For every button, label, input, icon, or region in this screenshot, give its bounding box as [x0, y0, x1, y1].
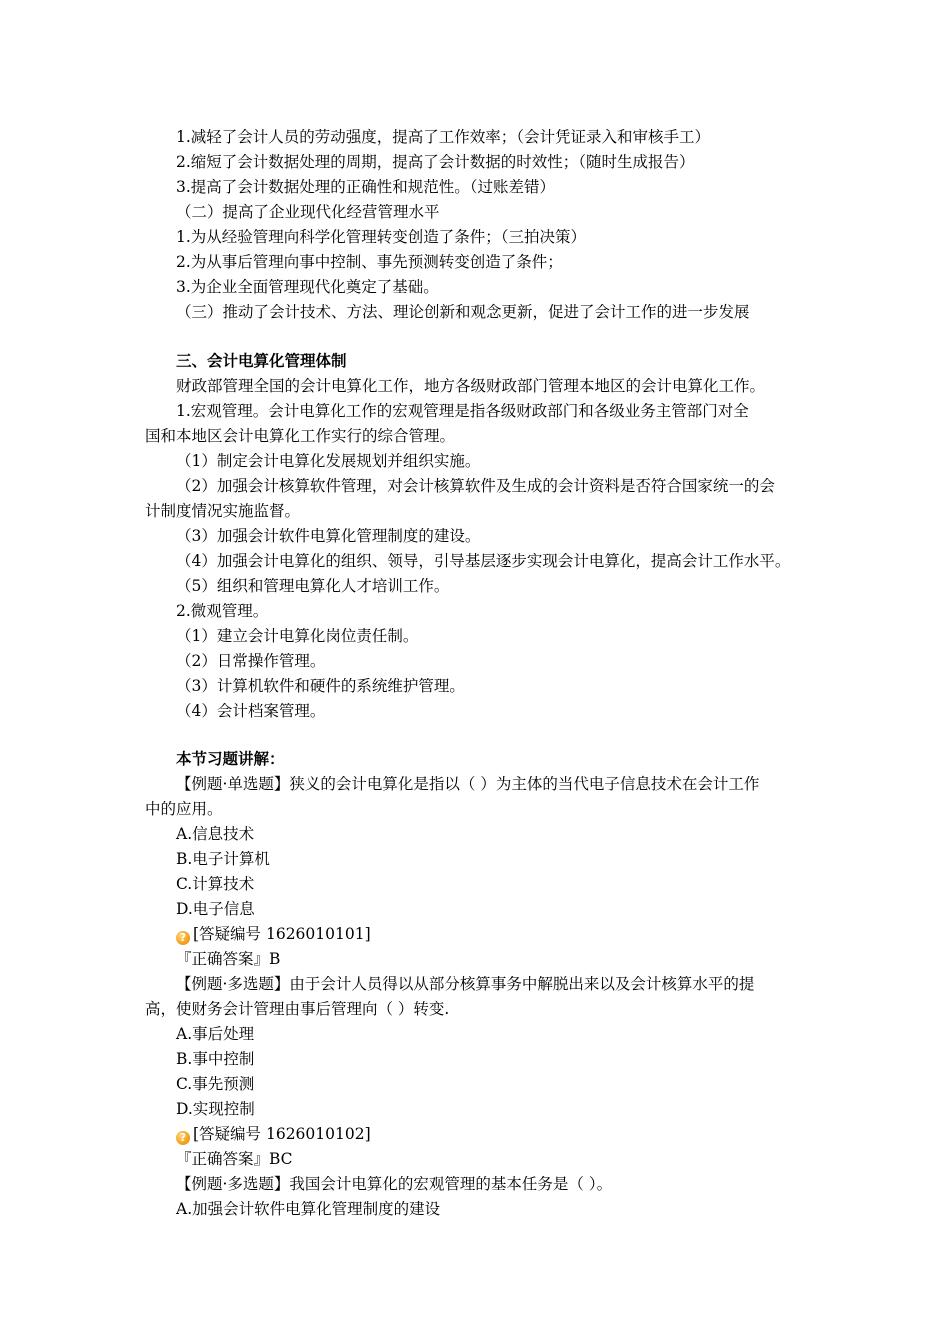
macro-management-line-1: 1.宏观管理。会计电算化工作的宏观管理是指各级财政部门和各级业务主管部门对全	[176, 402, 749, 420]
question-2-option-c: C.事先预测	[176, 1075, 255, 1093]
macro-item-3: （3）加强会计软件电算化管理制度的建设。	[176, 527, 481, 545]
macro-item-4: （4）加强会计电算化的组织、领导，引导基层逐步实现会计电算化，提高会计工作水平。	[176, 552, 791, 570]
macro-item-1: （1）制定会计电算化发展规划并组织实施。	[176, 452, 481, 470]
question-1-option-a: A.信息技术	[176, 825, 255, 843]
question-2-option-d: D.实现控制	[176, 1100, 255, 1118]
question-1-qa-number: [答疑编号 1626010101]	[193, 925, 371, 943]
micro-item-4: （4）会计档案管理。	[176, 702, 326, 720]
question-2-qa-number: [答疑编号 1626010102]	[193, 1125, 371, 1143]
question-3-option-a: A.加强会计软件电算化管理制度的建设	[176, 1200, 441, 1218]
question-2-stem-line-1: 【例题·多选题】由于会计人员得以从部分核算事务中解脱出来以及会计核算水平的提	[176, 975, 755, 993]
macro-item-2-line-1: （2）加强会计核算软件管理，对会计核算软件及生成的会计资料是否符合国家统一的会	[176, 477, 775, 495]
question-2-stem-line-2: 高，使财务会计管理由事后管理向（ ）转变.	[145, 1000, 450, 1018]
exercises-title: 本节习题讲解：	[176, 750, 285, 768]
question-1-qa-link[interactable]	[176, 924, 371, 944]
question-2-option-b: B.事中控制	[176, 1050, 255, 1068]
subheading-three: （三）推动了会计技术、方法、理论创新和观念更新，促进了会计工作的进一步发展	[176, 303, 750, 321]
management-item-1: 1.为从经验管理向科学化管理转变创造了条件；（三拍决策）	[176, 228, 587, 246]
question-1-stem-line-1: 【例题·单选题】狭义的会计电算化是指以（ ）为主体的当代电子信息技术在会计工作	[176, 775, 760, 793]
question-2-option-a: A.事后处理	[176, 1025, 255, 1043]
macro-item-5: （5）组织和管理电算化人才培训工作。	[176, 577, 450, 595]
question-1-option-c: C.计算技术	[176, 875, 255, 893]
benefit-item-2: 2.缩短了会计数据处理的周期，提高了会计数据的时效性；（随时生成报告）	[176, 153, 695, 171]
micro-management: 2.微观管理。	[176, 602, 269, 620]
micro-item-1: （1）建立会计电算化岗位责任制。	[176, 627, 419, 645]
section-title: 三、会计电算化管理体制	[176, 352, 347, 370]
question-1-option-d: D.电子信息	[176, 900, 255, 918]
micro-item-3: （3）计算机软件和硬件的系统维护管理。	[176, 677, 465, 695]
macro-management-line-2: 国和本地区会计电算化工作实行的综合管理。	[145, 427, 456, 445]
question-2-answer: 『正确答案』BC	[176, 1150, 293, 1168]
micro-item-2: （2）日常操作管理。	[176, 652, 326, 670]
question-1-answer: 『正确答案』B	[176, 950, 281, 968]
question-mark-icon[interactable]: ?	[176, 931, 190, 945]
question-3-stem: 【例题·多选题】我国会计电算化的宏观管理的基本任务是（ ）。	[176, 1175, 613, 1193]
question-2-qa-link[interactable]	[176, 1124, 371, 1144]
question-1-stem-line-2: 中的应用。	[145, 800, 223, 818]
question-mark-icon[interactable]: ?	[176, 1131, 190, 1145]
benefit-item-1: 1.减轻了会计人员的劳动强度，提高了工作效率；（会计凭证录入和审核手工）	[176, 128, 711, 146]
management-item-2: 2.为从事后管理向事中控制、事先预测转变创造了条件；	[176, 253, 563, 271]
section-intro: 财政部管理全国的会计电算化工作，地方各级财政部门管理本地区的会计电算化工作。	[176, 377, 766, 395]
benefit-item-3: 3.提高了会计数据处理的正确性和规范性。（过账差错）	[176, 178, 556, 196]
question-1-option-b: B.电子计算机	[176, 850, 270, 868]
macro-item-2-line-2: 计制度情况实施监督。	[145, 502, 301, 520]
management-item-3: 3.为企业全面管理现代化奠定了基础。	[176, 278, 439, 296]
subheading-two: （二）提高了企业现代化经营管理水平	[176, 203, 440, 221]
